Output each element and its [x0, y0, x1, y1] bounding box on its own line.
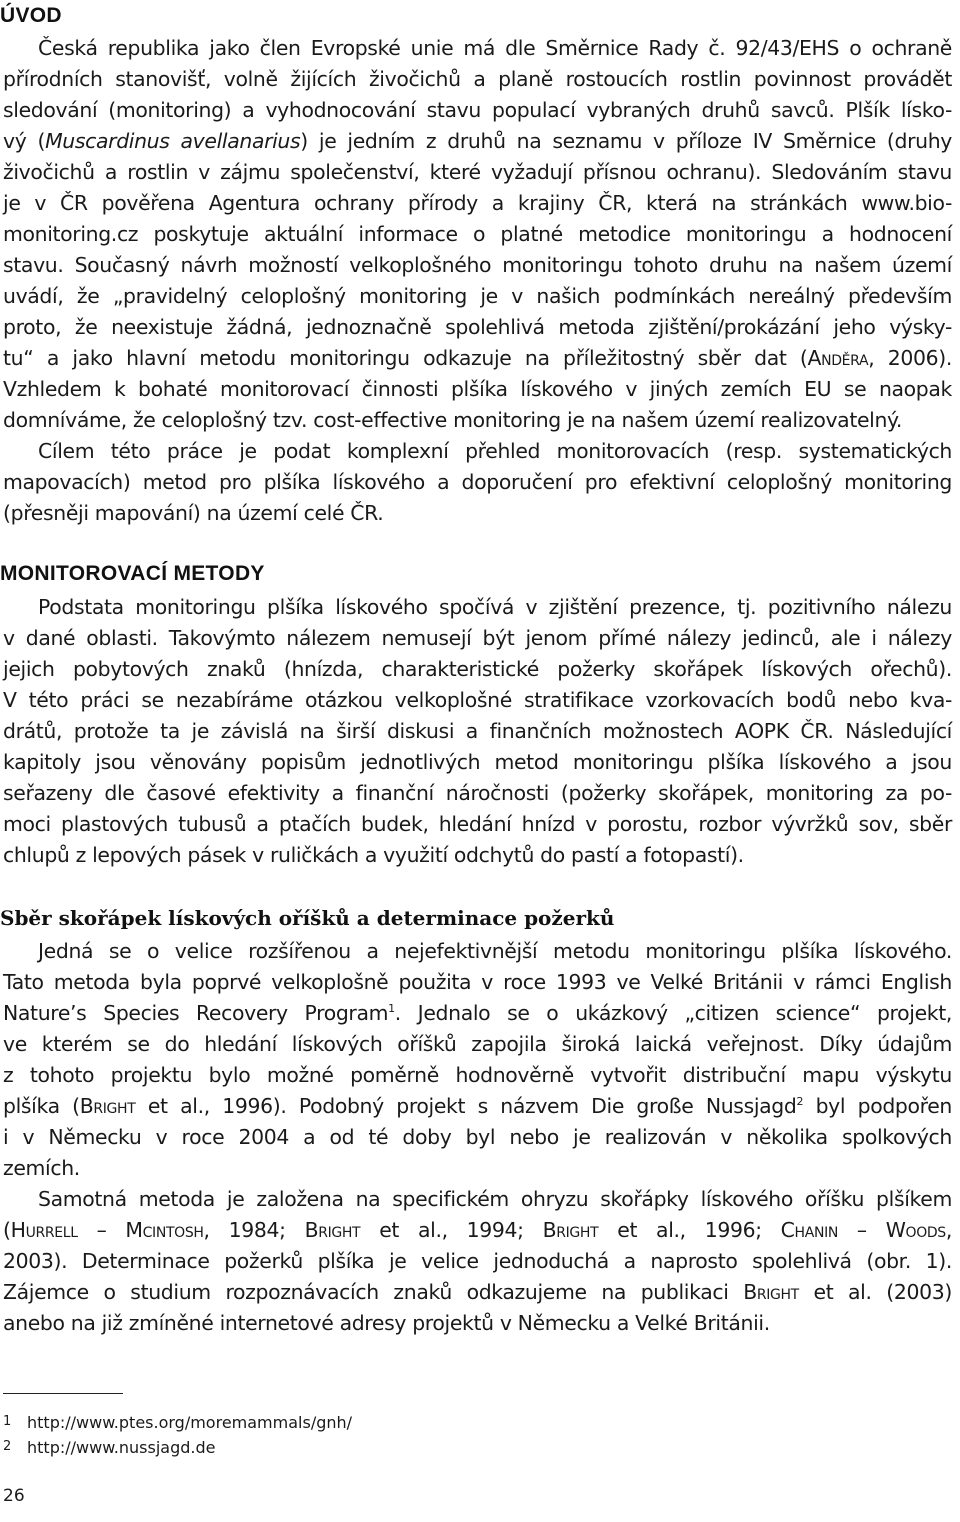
section-title-uvod: ÚVOD	[0, 4, 62, 27]
section-title-metody: MONITOROVACÍ METODY	[0, 562, 265, 585]
paragraph-line: domníváme, že celoplošný tzv. cost-effective monitoring je na našem území realizovatelný.	[3, 408, 902, 432]
paragraph-line: mapovacích) metod pro plšíka lískového a doporučení pro efektivní celoplošný monitoring	[3, 470, 952, 494]
paragraph-line: kapitoly jsou věnovány popisům jednotlivých metod monitoringu plšíka lískového a jsou	[3, 750, 952, 774]
paragraph-line: chlupů z lepových pásek v ruličkách a využití odchytů do pastí a fotopastí).	[3, 843, 744, 867]
paragraph-line: moci plastových tubusů a ptačích budek, hledání hnízd v porostu, rozbor vývržků sov, sběr	[3, 812, 952, 836]
footnote-url[interactable]: http://www.nussjagd.de	[27, 1438, 216, 1457]
paragraph-line: Podstata monitoringu plšíka lískového spočívá v zjištění prezence, tj. pozitivního nálezu	[38, 595, 952, 619]
paragraph-line: ve kterém se do hledání lískových oříšků zapojila široká laická veřejnost. Díky údajům	[3, 1032, 952, 1056]
footnote-number: 2	[3, 1439, 12, 1454]
species-name: Muscardinus avellanarius	[45, 129, 301, 153]
page-number: 26	[3, 1486, 25, 1506]
text-run: et al., 1996). Podobný projekt s názvem Die große Nussjagd	[135, 1094, 797, 1118]
text-run: ) je jedním z druhů na seznamu v příloze IV Směrnice (druhy	[300, 129, 952, 153]
paragraph-line: seřazeny dle časové efektivity a finanční náročnosti (požerky skořápek, monitoring za po-	[3, 781, 952, 805]
paragraph-line	[3, 126, 952, 157]
text-run: byl podpořen	[803, 1094, 952, 1118]
text-run: vý (	[3, 129, 46, 153]
paragraph-line: v dané oblasti. Takovýmto nálezem nemusejí být jenom přímé nálezy jedinců, ale i nálezy	[3, 626, 952, 650]
citation-author: Anděra	[807, 346, 869, 370]
paragraph-line: je v ČR pověřena Agentura ochrany přírody a krajiny ČR, která na stránkách www.bio-	[3, 191, 952, 215]
footnote-number: 1	[3, 1414, 12, 1429]
footnote-divider	[3, 1393, 123, 1394]
paragraph-line: i v Německu v roce 2004 a od té doby byl nebo je realizován v několika spolkových	[3, 1125, 952, 1149]
citation-author: Bright	[743, 1280, 799, 1304]
citation-author: Chanin – Woods	[780, 1218, 946, 1242]
text-run: (	[3, 1218, 11, 1242]
subsection-title-sber: Sběr skořápek lískových oříšků a determinace požerků	[0, 906, 615, 930]
paragraph-line: V této práci se nezabíráme otázkou velkoplošné stratifikace vzorkovacích bodů nebo kva-	[3, 688, 952, 712]
paragraph-line: Jedná se o velice rozšířenou a nejefektivnější metodu monitoringu plšíka lískového.	[38, 939, 952, 963]
paragraph-line: drátů, protože ta je závislá na širší diskusi a finančních možnostech AOPK ČR. Následující	[3, 719, 952, 743]
paragraph-line: proto, že neexistuje žádná, jednoznačně spolehlivá metoda zjištění/prokázání jeho výsky-	[3, 315, 952, 339]
text-run: et al., 1994;	[360, 1218, 543, 1242]
text-run: , 1984;	[203, 1218, 305, 1242]
footnote-1	[3, 1412, 352, 1433]
text-run: Zájemce o studium rozpoznávacích znaků odkazujeme na publikaci	[3, 1280, 744, 1304]
paragraph-line: sledování (monitoring) a vyhodnocování stavu populací vybraných druhů savců. Plšík lísko-	[3, 98, 952, 122]
paragraph-line: přírodních stanovišť, volně žijících živočichů a planě rostoucích rostlin povinnost provádět	[3, 67, 952, 91]
citation-author: Hurrell – Mcintosh	[10, 1218, 204, 1242]
citation-author: Bright	[304, 1218, 361, 1242]
footnote-ref: 2	[796, 1095, 804, 1108]
paragraph-line: 2003). Determinace požerků plšíka je velice jednoduchá a naprosto spolehlivá (obr. 1).	[3, 1249, 952, 1273]
paragraph-line: zemích.	[3, 1156, 80, 1180]
paragraph-line: (přesněji mapování) na území celé ČR.	[3, 501, 384, 525]
text-run: ,	[945, 1218, 952, 1242]
paragraph-line: uvádí, že „pravidelný celoplošný monitoring je v našich podmínkách nereálný především	[3, 284, 952, 308]
paragraph-line: Samotná metoda je založena na specifickém ohryzu skořápky lískového oříšku plšíkem	[38, 1187, 952, 1211]
footnote-url[interactable]: http://www.ptes.org/moremammals/gnh/	[27, 1413, 353, 1432]
text-run: et al., 1996;	[598, 1218, 781, 1242]
paragraph-line: Česká republika jako člen Evropské unie má dle Směrnice Rady č. 92/43/EHS o ochraně	[38, 36, 952, 60]
paragraph-line	[3, 1277, 952, 1308]
paragraph-line: jejich pobytových znaků (hnízda, charakteristické požerky skořápek lískových ořechů).	[3, 657, 952, 681]
paragraph-line	[3, 343, 952, 374]
paragraph-line: Vzhledem k bohaté monitorovací činnosti plšíka lískového v jiných zemích EU se naopak	[3, 377, 952, 401]
paragraph-line: Tato metoda byla poprvé velkoplošně použita v roce 1993 ve Velké Británii v rámci English	[3, 970, 952, 994]
footnote-2	[3, 1437, 216, 1458]
paragraph-line	[3, 1215, 952, 1246]
paragraph-line	[3, 998, 952, 1029]
paragraph-line: monitoring.cz poskytuje aktuální informace o platné metodice monitoringu a hodnocení	[3, 222, 952, 246]
text-run: Nature’s Species Recovery Program	[3, 1001, 389, 1025]
paragraph-line	[3, 1091, 952, 1122]
text-run: , 2006).	[868, 346, 952, 370]
paragraph-line: stavu. Současný návrh možností velkoplošného monitoringu tohoto druhu na našem území	[3, 253, 952, 277]
text-run: . Jednalo se o ukázkový „citizen science“ projekt,	[394, 1001, 952, 1025]
paragraph-line: anebo na již zmíněné internetové adresy projektů v Německu a Velké Británii.	[3, 1311, 770, 1335]
paragraph-line: z tohoto projektu bylo možné poměrně hodnověrně vytvořit distribuční mapu výskytu	[3, 1063, 952, 1087]
text-run: tu“ a jako hlavní metodu monitoringu odkazuje na příležitostný sběr dat (	[3, 346, 808, 370]
paragraph-line: Cílem této práce je podat komplexní přehled monitorovacích (resp. systematických	[38, 439, 952, 463]
footnote-ref: 1	[388, 1002, 395, 1015]
text-run: et al. (2003)	[798, 1280, 952, 1304]
citation-author: Bright	[542, 1218, 599, 1242]
paragraph-line: živočichů a rostlin v zájmu společenství, které vyžadují přísnou ochranu). Sledováním stavu	[3, 160, 952, 184]
text-run: plšíka (	[3, 1094, 80, 1118]
citation-author: Bright	[79, 1094, 136, 1118]
